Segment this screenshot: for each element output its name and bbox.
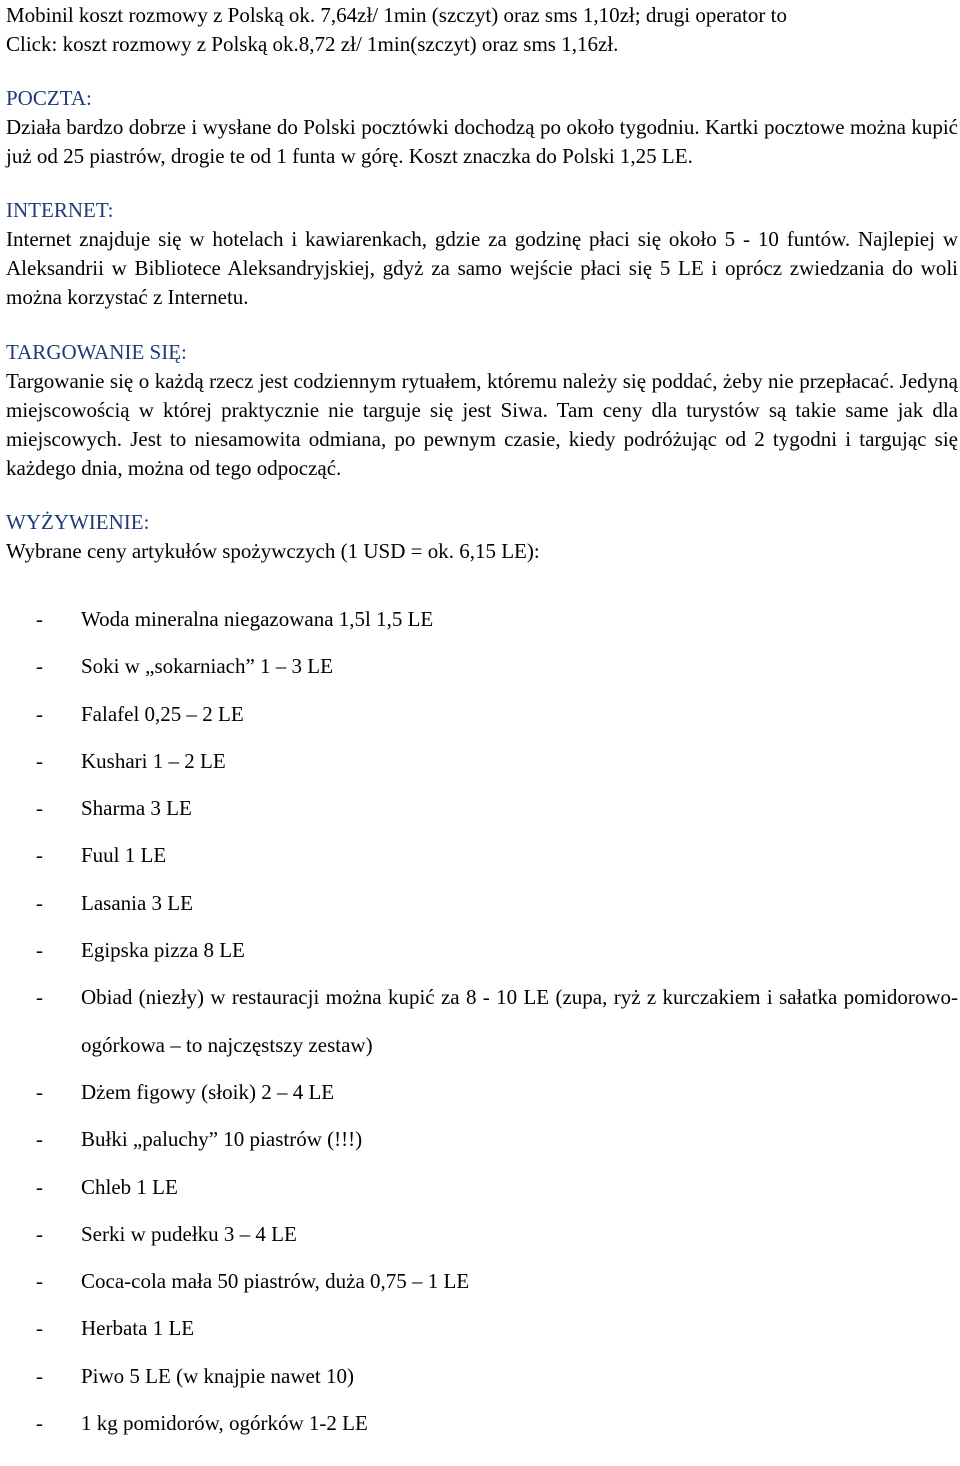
- list-item: [6, 596, 958, 643]
- list-dash: -: [36, 748, 43, 773]
- list-item-text: Soki w „sokarniach” 1 – 3 LE: [81, 654, 333, 679]
- list-item: [6, 738, 958, 785]
- list-dash: -: [36, 985, 43, 1010]
- list-dash: -: [36, 796, 43, 821]
- list-item: [6, 1400, 958, 1447]
- list-item-text: Obiad (niezły) w restauracji można kupić za 8 - 10 LE (zupa, ryż z kurczakiem i sałatka pomidorowo-ogórkowa – to najczęstszy zestaw): [81, 985, 958, 1057]
- food-price-list: [6, 596, 958, 1447]
- list-item-text: Fuul 1 LE: [81, 843, 167, 868]
- list-item: [6, 1258, 958, 1305]
- section-poczta: [6, 84, 958, 171]
- section-internet: [6, 196, 958, 312]
- wyzywienie-intro: Wybrane ceny artykułów spożywczych (1 USD = ok. 6,15 LE):: [6, 539, 540, 563]
- list-item-text: Piwo 5 LE (w knajpie nawet 10): [81, 1363, 354, 1388]
- list-item: [6, 1211, 958, 1258]
- list-item-text: Kushari 1 – 2 LE: [81, 748, 226, 773]
- section-targowanie: [6, 338, 958, 483]
- section-wyzywienie: [6, 508, 958, 566]
- list-dash: -: [36, 1411, 43, 1436]
- list-dash: -: [36, 701, 43, 726]
- list-dash: -: [36, 1127, 43, 1152]
- list-item-text: Coca-cola mała 50 piastrów, duża 0,75 – 1 LE: [81, 1269, 470, 1294]
- list-dash: -: [36, 1174, 43, 1199]
- list-item-text: Egipska pizza 8 LE: [81, 938, 245, 963]
- list-dash: -: [36, 654, 43, 679]
- list-item: [6, 880, 958, 927]
- list-item-text: Bułki „paluchy” 10 piastrów (!!!): [81, 1127, 363, 1152]
- list-item-text: Woda mineralna niegazowana 1,5l 1,5 LE: [81, 607, 434, 631]
- list-dash: -: [36, 843, 43, 868]
- list-item-text: Dżem figowy (słoik) 2 – 4 LE: [81, 1079, 335, 1104]
- document-page: [6, 0, 958, 1447]
- list-item: [6, 643, 958, 690]
- list-item: [6, 785, 958, 832]
- list-item: [6, 974, 958, 1069]
- list-dash: -: [36, 890, 43, 915]
- list-item: [6, 1116, 958, 1163]
- targowanie-heading: TARGOWANIE SIĘ:: [6, 340, 187, 364]
- list-item-text: Chleb 1 LE: [81, 1174, 178, 1199]
- list-item-text: Herbata 1 LE: [81, 1316, 195, 1341]
- list-dash: -: [36, 1316, 43, 1341]
- list-item: [6, 1305, 958, 1352]
- poczta-text: Działa bardzo dobrze i wysłane do Polski pocztówki dochodzą po około tygodniu. Kartki pocztowe można kupić już od 25 piastrów, drogie te od 1 funta w górę. Koszt znaczka do Polski 1,25 LE.: [6, 115, 958, 168]
- internet-heading: INTERNET:: [6, 198, 114, 222]
- list-item: [6, 1353, 958, 1400]
- list-dash: -: [36, 1221, 43, 1246]
- list-item: [6, 691, 958, 738]
- list-dash: -: [36, 1363, 43, 1388]
- intro-block: [6, 1, 958, 59]
- list-item: [6, 927, 958, 974]
- list-dash: -: [36, 607, 43, 631]
- list-item-text: Lasania 3 LE: [81, 890, 193, 915]
- intro-line-2: Click: koszt rozmowy z Polską ok.8,72 zł/ 1min(szczyt) oraz sms 1,16zł.: [6, 32, 619, 56]
- poczta-heading: POCZTA:: [6, 86, 92, 110]
- list-item-text: Sharma 3 LE: [81, 796, 192, 821]
- list-dash: -: [36, 1079, 43, 1104]
- list-dash: -: [36, 1269, 43, 1294]
- list-item-text: Serki w pudełku 3 – 4 LE: [81, 1221, 297, 1246]
- list-dash: -: [36, 938, 43, 963]
- list-item-text: 1 kg pomidorów, ogórków 1-2 LE: [81, 1411, 368, 1436]
- wyzywienie-heading: WYŻYWIENIE:: [6, 510, 150, 534]
- list-item: [6, 1069, 958, 1116]
- list-item-text: Falafel 0,25 – 2 LE: [81, 701, 244, 726]
- targowanie-text: Targowanie się o każdą rzecz jest codziennym rytuałem, któremu należy się poddać, żeby nie przepłacać. Jedyną miejscowością w której praktycznie nie targuje się jest Siwa. Tam ceny dla turystów są takie same jak dla miejscowych. Jest to niesamowita odmiana, po pewnym czasie, kiedy podróżując od 2 tygodni i targując się każdego dnia, można od tego odpocząć.: [6, 369, 958, 480]
- internet-text: Internet znajduje się w hotelach i kawiarenkach, gdzie za godzinę płaci się około 5 - 10 funtów. Najlepiej w Aleksandrii w Bibliotece Aleksandryjskiej, gdyż za samo wejście płaci się 5 LE i oprócz zwiedzania do woli można korzystać z Internetu.: [6, 227, 958, 309]
- list-item: [6, 832, 958, 879]
- list-item: [6, 1164, 958, 1211]
- intro-line-1: Mobinil koszt rozmowy z Polską ok. 7,64zł/ 1min (szczyt) oraz sms 1,10zł; drugi operator to: [6, 3, 787, 27]
